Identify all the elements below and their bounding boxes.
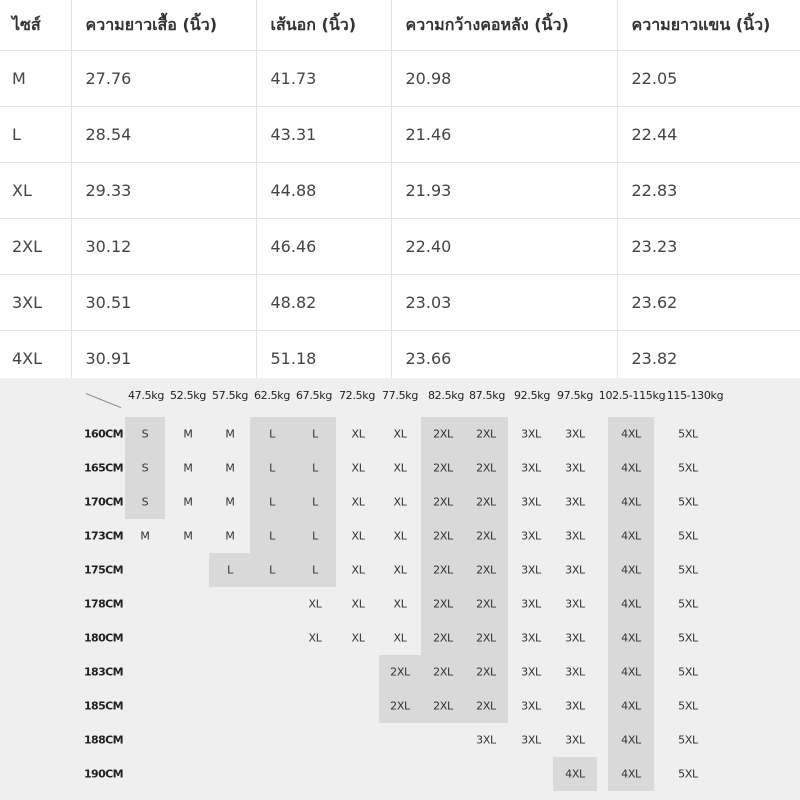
- size-recommendation-cell: 4XL: [621, 427, 641, 441]
- measure-cell: 22.44: [617, 107, 800, 163]
- size-recommendation-cell: XL: [393, 563, 407, 577]
- size-recommendation-cell: 2XL: [433, 563, 453, 577]
- weight-label: 47.5kg: [127, 389, 165, 402]
- size-recommendation-cell: M: [183, 461, 193, 475]
- measure-cell: 23.03: [391, 275, 617, 331]
- size-recommendation-cell: L: [269, 563, 275, 577]
- size-recommendation-cell: XL: [393, 597, 407, 611]
- measure-cell: 29.33: [71, 163, 256, 219]
- size-recommendation-cell: S: [141, 427, 149, 441]
- size-recommendation-cell: 5XL: [678, 495, 698, 509]
- size-recommendation-cell: 5XL: [678, 563, 698, 577]
- size-cell: 3XL: [0, 275, 71, 331]
- height-label: 160CM: [84, 427, 123, 441]
- size-recommendation-cell: S: [141, 461, 149, 475]
- size-recommendation-cell: M: [225, 529, 235, 543]
- size-recommendation-cell: XL: [308, 631, 322, 645]
- weight-label: 77.5kg: [381, 389, 419, 402]
- size-recommendation-cell: 2XL: [433, 427, 453, 441]
- size-recommendation-cell: 2XL: [433, 597, 453, 611]
- measure-cell: 43.31: [256, 107, 391, 163]
- size-recommendation-cell: 3XL: [521, 665, 541, 679]
- size-recommendation-cell: 3XL: [565, 495, 585, 509]
- height-label: 170CM: [84, 495, 123, 509]
- header-sleeve-length: ความยาวแขน (นิ้ว): [617, 0, 800, 51]
- size-recommendation-cell: 2XL: [433, 665, 453, 679]
- size-recommendation-cell: 3XL: [565, 631, 585, 645]
- height-label: 178CM: [84, 597, 123, 611]
- size-recommendation-cell: XL: [351, 427, 365, 441]
- size-recommendation-cell: XL: [308, 597, 322, 611]
- size-recommendation-cell: 3XL: [476, 733, 496, 747]
- size-recommendation-cell: XL: [393, 495, 407, 509]
- size-recommendation-cell: L: [269, 495, 275, 509]
- size-recommendation-cell: 3XL: [565, 563, 585, 577]
- size-recommendation-cell: 2XL: [476, 699, 496, 713]
- size-recommendation-cell: L: [312, 461, 318, 475]
- measure-cell: 20.98: [391, 51, 617, 107]
- size-recommendation-cell: XL: [393, 631, 407, 645]
- size-recommendation-cell: 3XL: [565, 461, 585, 475]
- size-recommendation-cell: 5XL: [678, 427, 698, 441]
- size-recommendation-cell: 2XL: [433, 461, 453, 475]
- size-recommendation-cell: M: [225, 427, 235, 441]
- size-recommendation-cell: L: [312, 495, 318, 509]
- size-recommendation-cell: 4XL: [565, 767, 585, 781]
- size-row: [0, 51, 800, 107]
- size-recommendation-cell: L: [227, 563, 233, 577]
- size-recommendation-cell: L: [312, 563, 318, 577]
- size-cell: 4XL: [0, 331, 71, 387]
- measure-cell: 22.05: [617, 51, 800, 107]
- size-recommendation-cell: XL: [351, 495, 365, 509]
- weight-height-chart: [0, 378, 800, 800]
- height-label: 190CM: [84, 767, 123, 781]
- size-recommendation-cell: 3XL: [521, 427, 541, 441]
- size-recommendation-cell: M: [225, 495, 235, 509]
- height-label: 188CM: [84, 733, 123, 747]
- size-recommendation-cell: 5XL: [678, 461, 698, 475]
- measure-cell: 30.51: [71, 275, 256, 331]
- size-recommendation-cell: L: [269, 427, 275, 441]
- size-recommendation-cell: 2XL: [390, 665, 410, 679]
- size-recommendation-cell: M: [183, 495, 193, 509]
- measure-cell: 23.62: [617, 275, 800, 331]
- weight-label: 87.5kg: [468, 389, 506, 402]
- size-recommendation-cell: 2XL: [476, 563, 496, 577]
- size-recommendation-cell: M: [225, 461, 235, 475]
- size-recommendation-cell: XL: [351, 631, 365, 645]
- measure-cell: 22.83: [617, 163, 800, 219]
- size-recommendation-cell: XL: [393, 529, 407, 543]
- size-recommendation-cell: 5XL: [678, 699, 698, 713]
- measure-cell: 28.54: [71, 107, 256, 163]
- size-recommendation-cell: 3XL: [565, 597, 585, 611]
- size-recommendation-cell: 5XL: [678, 665, 698, 679]
- size-recommendation-cell: 3XL: [565, 733, 585, 747]
- height-label: 185CM: [84, 699, 123, 713]
- size-recommendation-cell: 4XL: [621, 563, 641, 577]
- size-recommendation-cell: 5XL: [678, 767, 698, 781]
- height-label: 180CM: [84, 631, 123, 645]
- measure-cell: 23.23: [617, 219, 800, 275]
- weight-label: 102.5-115kg: [598, 389, 666, 402]
- size-recommendation-cell: 2XL: [476, 665, 496, 679]
- weight-label: 82.5kg: [427, 389, 465, 402]
- size-recommendation-cell: S: [141, 495, 149, 509]
- header-chest: เส้นอก (นิ้ว): [256, 0, 391, 51]
- corner-diagonal-line: [86, 393, 122, 408]
- size-recommendation-cell: 3XL: [521, 631, 541, 645]
- size-recommendation-cell: L: [312, 427, 318, 441]
- size-recommendation-cell: 2XL: [476, 597, 496, 611]
- size-recommendation-cell: XL: [351, 461, 365, 475]
- size-recommendation-cell: XL: [393, 461, 407, 475]
- weight-label: 52.5kg: [169, 389, 207, 402]
- size-recommendation-cell: 2XL: [433, 699, 453, 713]
- size-recommendation-cell: 3XL: [565, 529, 585, 543]
- measure-cell: 22.40: [391, 219, 617, 275]
- size-recommendation-cell: L: [269, 461, 275, 475]
- size-recommendation-cell: XL: [393, 427, 407, 441]
- height-label: 165CM: [84, 461, 123, 475]
- size-recommendation-cell: 4XL: [621, 767, 641, 781]
- measure-cell: 21.93: [391, 163, 617, 219]
- weight-label: 92.5kg: [513, 389, 551, 402]
- size-recommendation-cell: 2XL: [476, 427, 496, 441]
- size-recommendation-cell: M: [140, 529, 150, 543]
- size-cell: M: [0, 51, 71, 107]
- size-recommendation-cell: 3XL: [521, 495, 541, 509]
- measure-cell: 41.73: [256, 51, 391, 107]
- size-row: [0, 163, 800, 219]
- size-recommendation-cell: 3XL: [565, 699, 585, 713]
- size-recommendation-cell: 5XL: [678, 597, 698, 611]
- size-recommendation-cell: 2XL: [476, 461, 496, 475]
- size-cell: 2XL: [0, 219, 71, 275]
- header-size: ไซส์: [0, 0, 71, 51]
- height-label: 175CM: [84, 563, 123, 577]
- weight-label: 62.5kg: [253, 389, 291, 402]
- size-recommendation-cell: XL: [351, 529, 365, 543]
- size-recommendation-cell: 4XL: [621, 461, 641, 475]
- size-cell: XL: [0, 163, 71, 219]
- size-recommendation-cell: 2XL: [433, 495, 453, 509]
- size-recommendation-cell: 3XL: [565, 427, 585, 441]
- size-table-header-row: [0, 0, 800, 51]
- measure-cell: 30.91: [71, 331, 256, 387]
- size-recommendation-cell: 2XL: [390, 699, 410, 713]
- measure-cell: 46.46: [256, 219, 391, 275]
- header-body-length: ความยาวเสื้อ (นิ้ว): [71, 0, 256, 51]
- size-row: [0, 107, 800, 163]
- measure-cell: 51.18: [256, 331, 391, 387]
- size-recommendation-cell: XL: [351, 597, 365, 611]
- size-recommendation-cell: L: [269, 529, 275, 543]
- weight-label: 97.5kg: [556, 389, 594, 402]
- size-recommendation-cell: 2XL: [433, 631, 453, 645]
- size-recommendation-cell: 3XL: [521, 699, 541, 713]
- size-recommendation-cell: 5XL: [678, 631, 698, 645]
- measure-cell: 30.12: [71, 219, 256, 275]
- measure-cell: 44.88: [256, 163, 391, 219]
- height-label: 173CM: [84, 529, 123, 543]
- size-recommendation-cell: M: [183, 529, 193, 543]
- size-row: [0, 219, 800, 275]
- weight-label: 115-130kg: [666, 389, 724, 402]
- size-recommendation-cell: 5XL: [678, 529, 698, 543]
- height-label: 183CM: [84, 665, 123, 679]
- size-table: [0, 0, 800, 386]
- size-recommendation-cell: XL: [351, 563, 365, 577]
- measure-cell: 27.76: [71, 51, 256, 107]
- size-recommendation-cell: 4XL: [621, 665, 641, 679]
- size-recommendation-cell: 4XL: [621, 495, 641, 509]
- weight-label: 72.5kg: [338, 389, 376, 402]
- size-recommendation-cell: 4XL: [621, 631, 641, 645]
- size-recommendation-cell: 3XL: [521, 563, 541, 577]
- size-recommendation-cell: 3XL: [565, 665, 585, 679]
- size-recommendation-cell: 4XL: [621, 529, 641, 543]
- size-recommendation-cell: 2XL: [476, 631, 496, 645]
- size-recommendation-cell: 4XL: [621, 733, 641, 747]
- size-recommendation-cell: 2XL: [476, 495, 496, 509]
- size-cell: L: [0, 107, 71, 163]
- size-recommendation-cell: 5XL: [678, 733, 698, 747]
- header-back-neck-width: ความกว้างคอหลัง (นิ้ว): [391, 0, 617, 51]
- size-recommendation-cell: 3XL: [521, 529, 541, 543]
- measure-cell: 21.46: [391, 107, 617, 163]
- size-recommendation-cell: L: [312, 529, 318, 543]
- size-recommendation-cell: 3XL: [521, 733, 541, 747]
- measure-cell: 48.82: [256, 275, 391, 331]
- size-recommendation-cell: 3XL: [521, 597, 541, 611]
- size-recommendation-cell: 2XL: [476, 529, 496, 543]
- size-row: [0, 275, 800, 331]
- size-recommendation-cell: 4XL: [621, 597, 641, 611]
- size-recommendation-cell: M: [183, 427, 193, 441]
- measure-cell: 23.82: [617, 331, 800, 387]
- weight-label: 57.5kg: [211, 389, 249, 402]
- measure-cell: 23.66: [391, 331, 617, 387]
- size-recommendation-cell: 3XL: [521, 461, 541, 475]
- weight-label: 67.5kg: [295, 389, 333, 402]
- size-recommendation-cell: 4XL: [621, 699, 641, 713]
- size-recommendation-cell: 2XL: [433, 529, 453, 543]
